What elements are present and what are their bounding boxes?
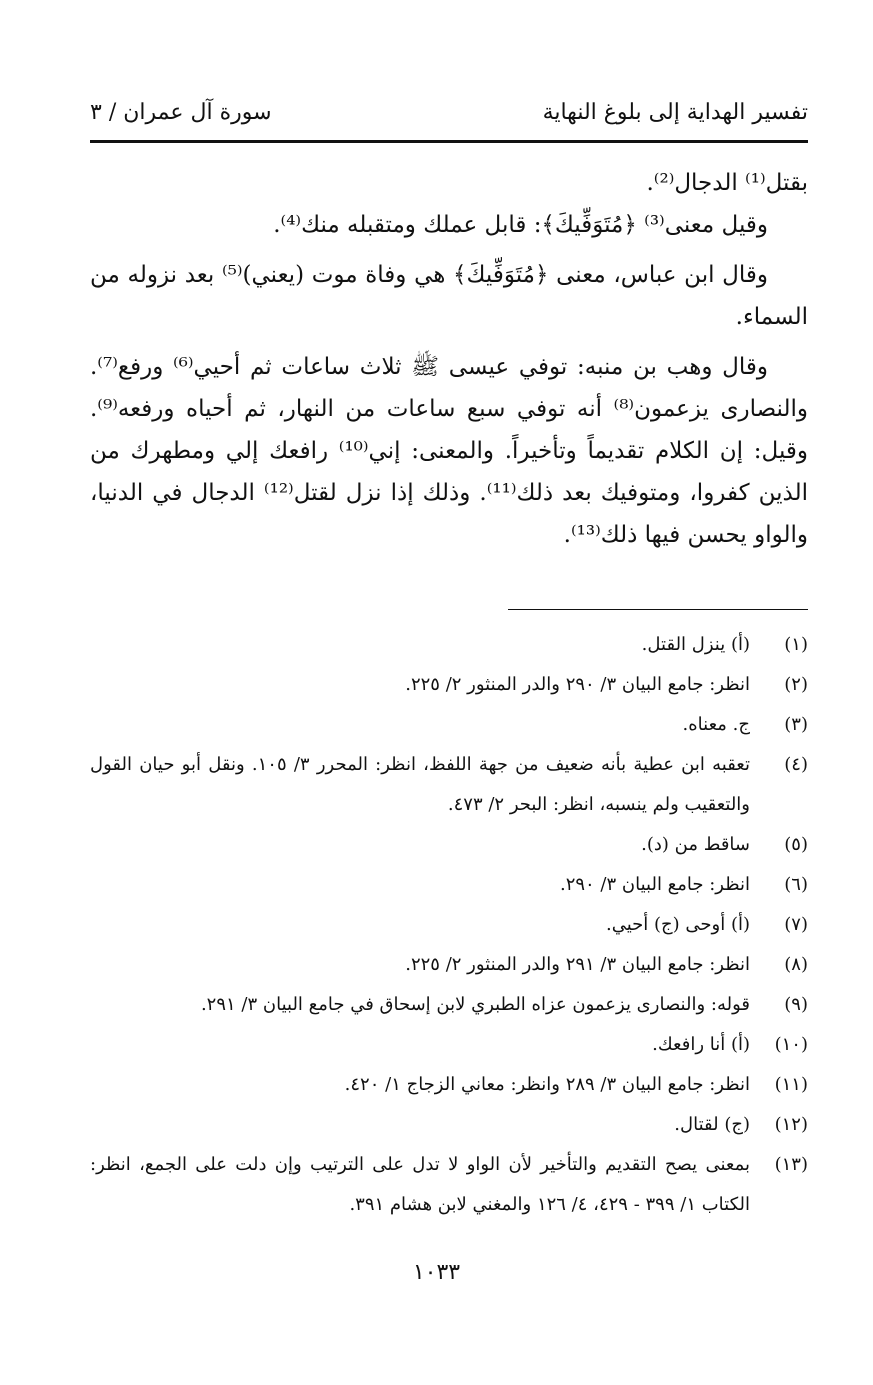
footnote-number: (١١) [774, 1074, 808, 1095]
footnote-number: (١٠) [774, 1034, 808, 1055]
paragraph-4: وقال وهب بن منبه: توفي عيسى ﷺ ثلاث ساعات ثم أحيي⁽⁶⁾ ورفع⁽⁷⁾. والنصارى يزعمون⁽⁸⁾ أنه توفي سبع ساعات من النهار، ثم أحياه ورفعه⁽⁹⁾. وقيل: إن الكلام تقديماً وتأخيراً. والمعنى: إني⁽¹⁰⁾ رافعك إلي ومطهرك من الذين كفروا، ومتوفيك بعد ذلك⁽¹¹⁾. وذلك إذا نزل لقتل⁽¹²⁾ الدجال في الدنيا، والواو يحسن فيها ذلك⁽¹³⁾. [90, 354, 808, 548]
footnote-number: (٩) [784, 994, 808, 1015]
paragraph-1: بقتل⁽¹⁾ الدجال⁽²⁾. [646, 170, 808, 196]
paragraph-2: وقيل معنى⁽³⁾ ﴿مُتَوَفِّيكَ﴾: قابل عملك ومتقبله منك⁽⁴⁾. [273, 212, 768, 238]
footnote-8 [90, 945, 808, 985]
footnotes [90, 625, 808, 1225]
footnote-9 [90, 985, 808, 1025]
surah-label: سورة آل عمران / ٣ [90, 100, 272, 125]
header-rule [90, 140, 808, 143]
footnote-text: انظر: جامع البيان ٣/ ٢٩١ والدر المنثور ٢/ ٢٢٥. [405, 954, 750, 975]
footnote-text: (أ) أنا رافعك. [652, 1034, 750, 1055]
footnote-11 [90, 1065, 808, 1105]
footnote-3 [90, 705, 808, 745]
footnote-6 [90, 865, 808, 905]
footnote-separator [508, 609, 808, 610]
footnote-10 [90, 1025, 808, 1065]
footnote-number: (١٣) [774, 1154, 808, 1175]
footnote-number: (١٢) [774, 1114, 808, 1135]
footnote-number: (٥) [784, 834, 808, 855]
footnote-5 [90, 825, 808, 865]
footnote-12 [90, 1105, 808, 1145]
footnote-number: (٧) [784, 914, 808, 935]
footnote-text: تعقبه ابن عطية بأنه ضعيف من جهة اللفظ، انظر: المحرر ٣/ ١٠٥. ونقل أبو حيان القول والتعقيب ولم ينسبه، انظر: البحر ٢/ ٤٧٣. [90, 754, 750, 815]
footnote-2 [90, 665, 808, 705]
footnote-text: انظر: جامع البيان ٣/ ٢٩٠ والدر المنثور ٢/ ٢٢٥. [405, 674, 750, 695]
footnote-1 [90, 625, 808, 665]
footnote-text: (أ) ينزل القتل. [641, 634, 750, 655]
footnote-4 [90, 745, 808, 825]
footnote-text: قوله: والنصارى يزعمون عزاه الطبري لابن إسحاق في جامع البيان ٣/ ٢٩١. [200, 994, 750, 1015]
footnote-text: انظر: جامع البيان ٣/ ٢٨٩ وانظر: معاني الزجاج ١/ ٤٢٠. [344, 1074, 750, 1095]
footnote-text: انظر: جامع البيان ٣/ ٢٩٠. [559, 874, 750, 895]
running-header [90, 100, 808, 140]
book-title: تفسير الهداية إلى بلوغ النهاية [542, 100, 808, 125]
footnote-number: (٣) [784, 714, 808, 735]
footnote-number: (٢) [784, 674, 808, 695]
paragraph-3: وقال ابن عباس، معنى ﴿مُتَوَفِّيكَ﴾ هي وفاة موت (يعني)⁽⁵⁾ بعد نزوله من السماء. [90, 262, 808, 330]
footnote-text: ساقط من (د). [641, 834, 750, 855]
footnote-text: (أ) أوحى (ج) أحيي. [606, 914, 750, 935]
footnote-number: (٦) [784, 874, 808, 895]
footnote-7 [90, 905, 808, 945]
footnote-text: ج. معناه. [682, 714, 750, 735]
footnote-text: (ج) لقتال. [674, 1114, 750, 1135]
footnote-number: (٨) [784, 954, 808, 975]
main-text [90, 162, 808, 556]
page-number: ١٠٣٣ [412, 1260, 461, 1285]
footnote-number: (١) [784, 634, 808, 655]
footnote-text: بمعنى يصح التقديم والتأخير لأن الواو لا تدل على الترتيب وإن دلت على الجمع، انظر: الكتاب ١/ ٣٩٩ - ٤٢٩، ٤/ ١٢٦ والمغني لابن هشام ٣٩١. [90, 1154, 750, 1215]
footnote-number: (٤) [784, 754, 808, 775]
footnote-13 [90, 1145, 808, 1225]
